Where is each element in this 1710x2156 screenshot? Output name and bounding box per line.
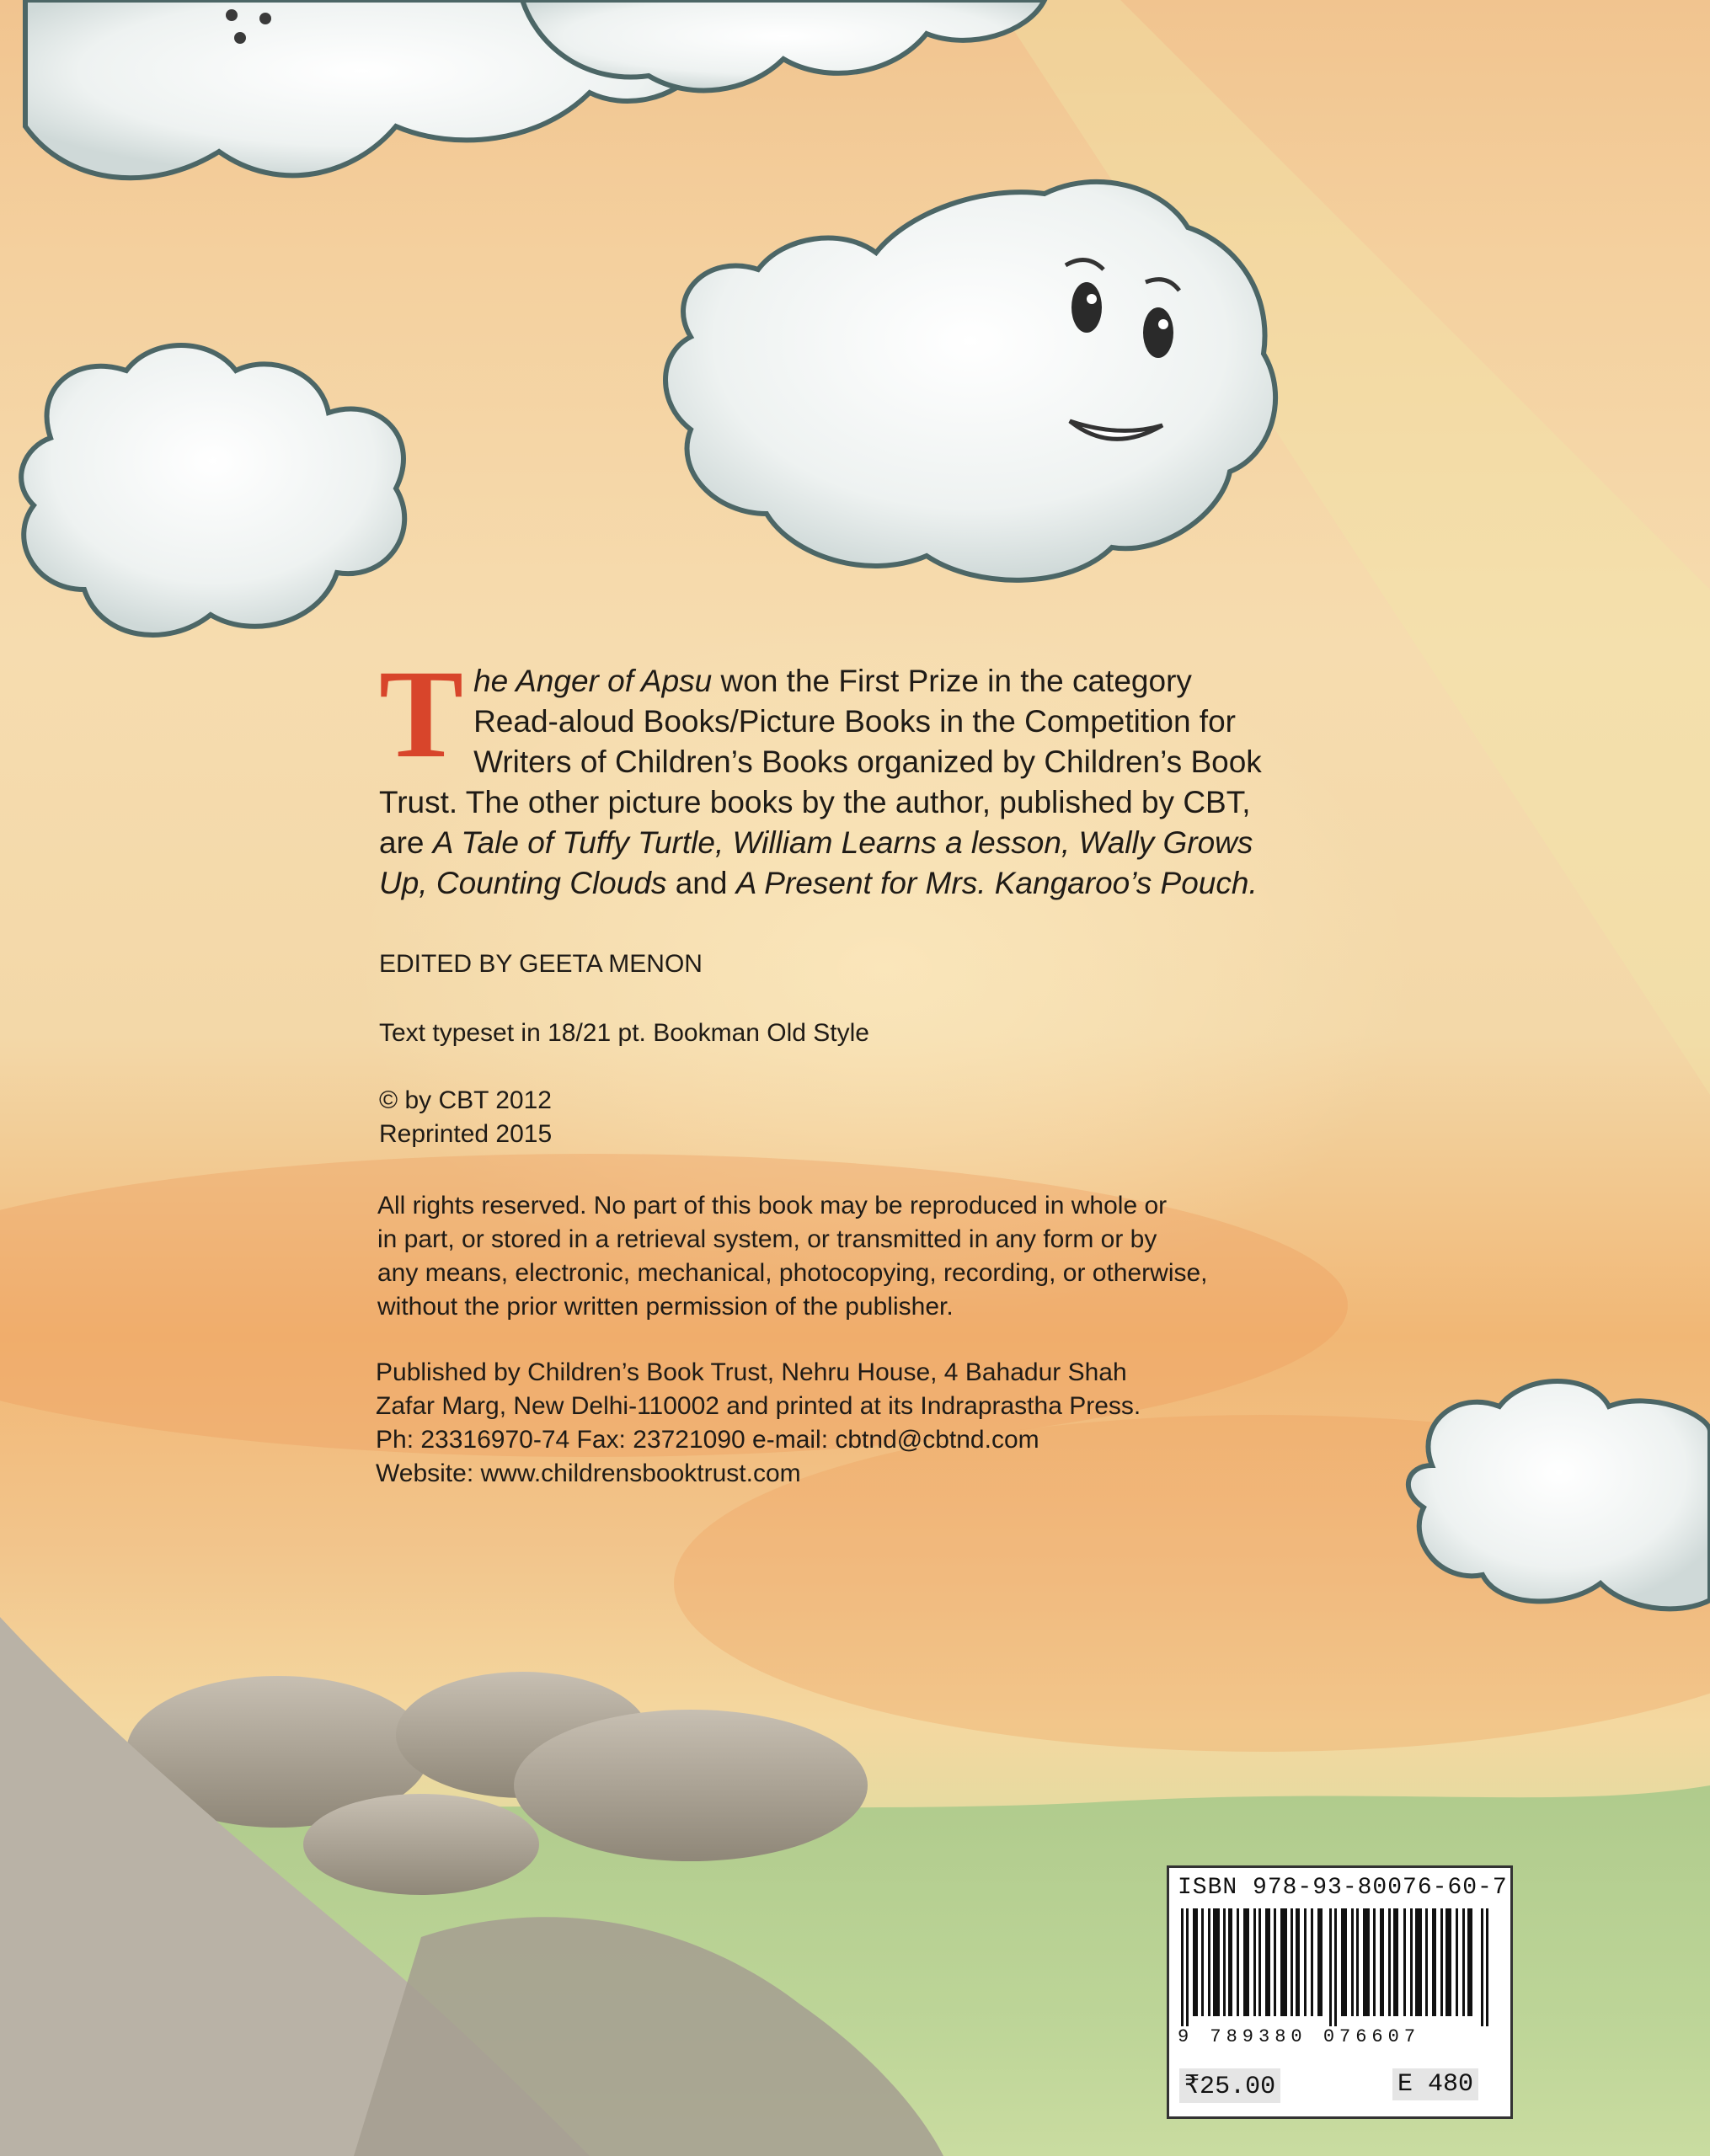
intro-line-4: Trust. The other picture books by the author, published by CBT, (379, 785, 1251, 819)
intro-line-6: Up, Counting Clouds and A Present for Mrs. Kangaroo’s Pouch. (379, 866, 1258, 900)
isbn-barcode (1167, 1865, 1513, 2119)
intro-line-2: Read-aloud Books/Picture Books in the Competition for (473, 704, 1236, 739)
barcode-digits: 9 789380 076607 (1178, 2026, 1421, 2047)
reprint-line: Reprinted 2015 (379, 1120, 553, 1148)
book-title: he Anger of Apsu (473, 664, 713, 698)
intro-line-5: are A Tale of Tuffy Turtle, William Learns a lesson, Wally Grows (379, 825, 1253, 860)
intro-line-3: Writers of Children’s Books organized by Children’s Book (473, 744, 1262, 779)
intro-paragraph (379, 644, 1390, 904)
product-code: E 480 (1392, 2068, 1478, 2100)
barcode-bars (1178, 1908, 1502, 2026)
rights-notice: All rights reserved. No part of this book may be reproduced in whole or in part, or stored in a retrieval system, or transmitted in any form or by any means, electronic, mechanical, photocopying, recording, or otherwise, without the prior written permission of the publisher. (377, 1192, 1208, 1321)
website-link: Website: www.childrensbooktrust.com (376, 1460, 801, 1487)
isbn-label: ISBN 978-93-80076-60-7 (1178, 1875, 1508, 1901)
typeset-note: Text typeset in 18/21 pt. Bookman Old Style (379, 1019, 869, 1047)
publisher-info: Published by Children’s Book Trust, Nehru House, 4 Bahadur Shah Zafar Marg, New Delhi-110002 and printed at its Indraprastha Press. Ph: 23316970-74 Fax: 23721090 e-mail: cbtnd@cbtnd.com Website: www.childrensbooktrust.com (376, 1356, 1387, 1491)
editor-credit: EDITED BY GEETA MENON (379, 950, 703, 978)
intro-line-1: he Anger of Apsu won the First Prize in the category (473, 664, 1192, 698)
drop-cap: T (379, 644, 464, 784)
price-label: ₹25.00 (1179, 2068, 1280, 2103)
copyright-line: © by CBT 2012 (379, 1086, 552, 1114)
copyright-block (379, 1084, 1390, 1151)
